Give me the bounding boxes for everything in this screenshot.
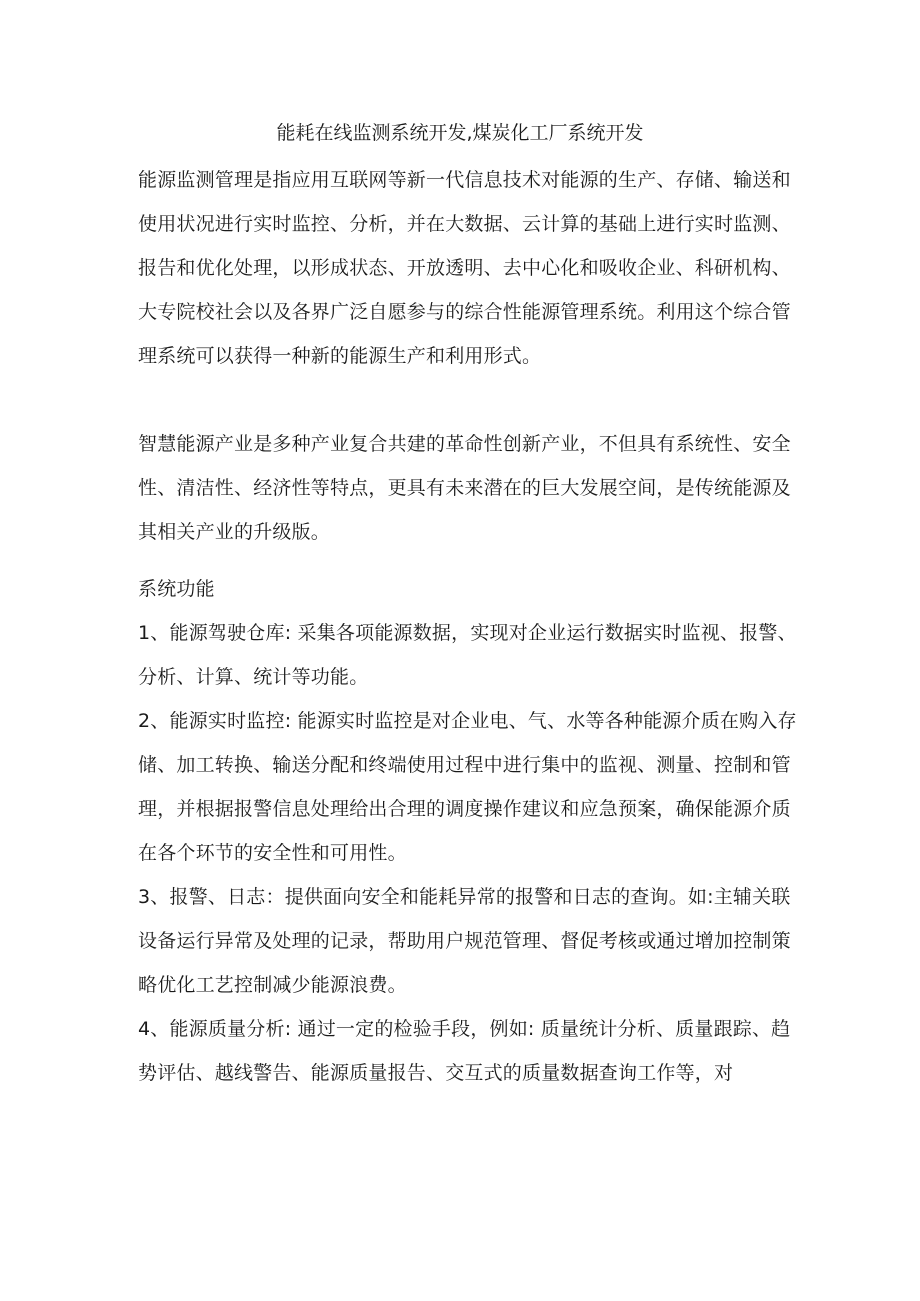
- paragraph-text: 智慧能源产业是多种产业复合共建的革命性创新产业，不但具有系统性、安全性、清洁性、经济性等特点，更具有未来潜在的巨大发展空间，是传统能源及其相关产业的升级版。: [138, 433, 791, 543]
- function-item-4: [138, 1007, 798, 1095]
- intro-paragraph: [138, 158, 798, 378]
- function-item-text: 3、报警、日志：提供面向安全和能耗异常的报警和日志的查询。如:主辅关联设备运行异常及处理的记录，帮助用户规范管理、督促考核或通过增加控制策略优化工艺控制减少能源浪费。: [138, 886, 791, 996]
- document-title: 能耗在线监测系统开发,煤炭化工厂系统开发: [276, 122, 644, 144]
- function-item-1: [138, 611, 798, 699]
- smart-energy-paragraph: [138, 422, 798, 554]
- section-heading: [138, 567, 798, 611]
- function-item-text: 4、能源质量分析: 通过一定的检验手段，例如: 质量统计分析、质量跟踪、趋势评估、越线警告、能源质量报告、交互式的质量数据查询工作等，对: [138, 1018, 791, 1084]
- function-item-3: [138, 875, 798, 1007]
- section-heading-text: 系统功能: [138, 578, 215, 600]
- paragraph-text: 能源监测管理是指应用互联网等新一代信息技术对能源的生产、存储、输送和使用状况进行实时监控、分析，并在大数据、云计算的基础上进行实时监测、报告和优化处理，以形成状态、开放透明、去中心化和吸收企业、科研机构、大专院校社会以及各界广泛自愿参与的综合性能源管理系统。利用这个综合管理系统可以获得一种新的能源生产和利用形式。: [138, 169, 791, 367]
- function-item-2: [138, 699, 798, 875]
- function-item-text: 2、能源实时监控: 能源实时监控是对企业电、气、水等各种能源介质在购入存储、加工转换、输送分配和终端使用过程中进行集中的监视、测量、控制和管理，并根据报警信息处理给出合理的调度操作建议和应急预案，确保能源介质在各个环节的安全性和可用性。: [138, 710, 797, 864]
- function-item-text: 1、能源驾驶仓库: 采集各项能源数据，实现对企业运行数据实时监视、报警、分析、计算、统计等功能。: [138, 622, 797, 688]
